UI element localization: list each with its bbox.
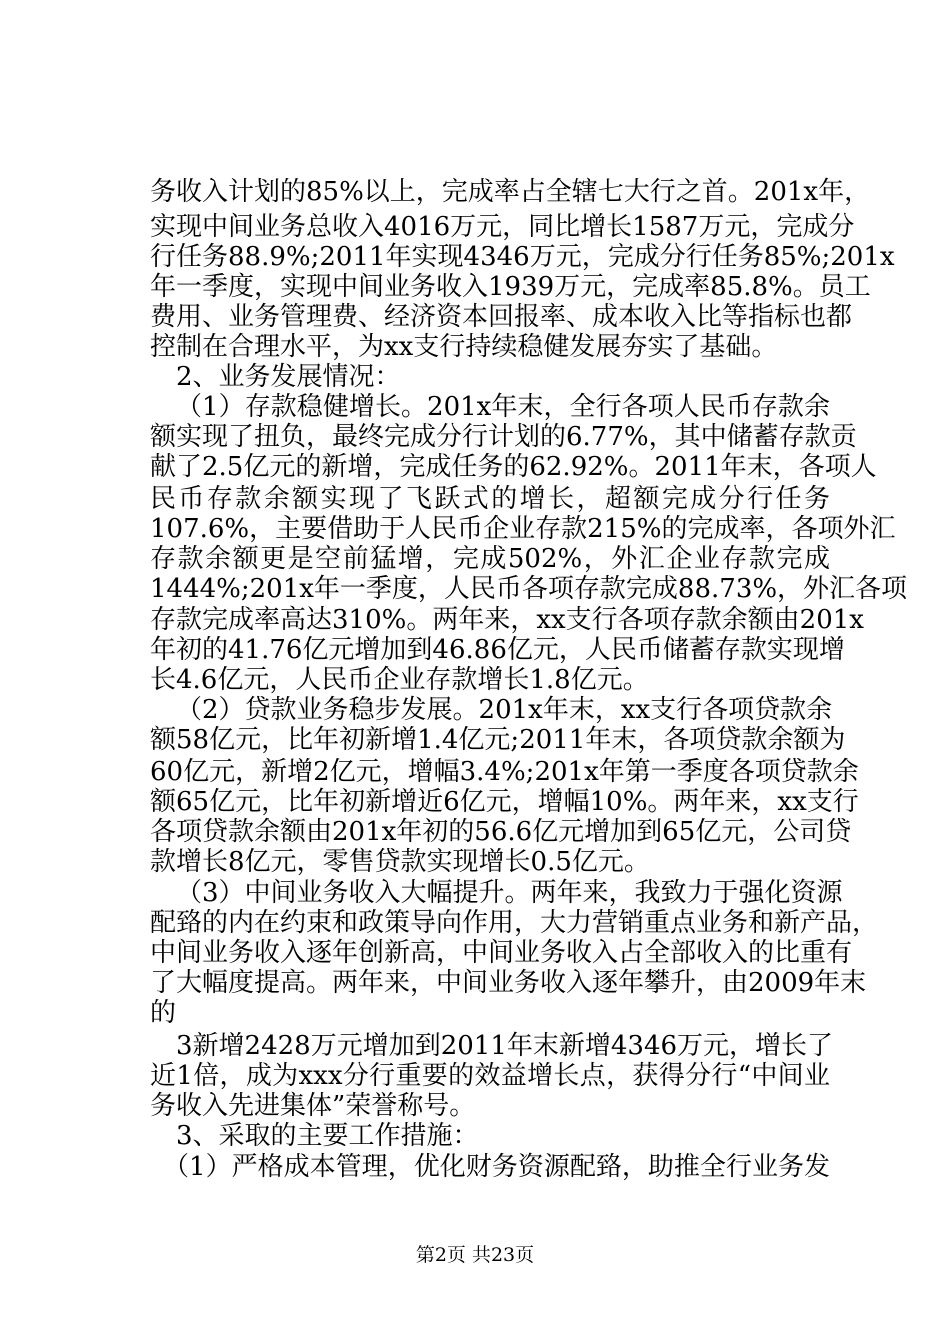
text-line: 长4.6亿元，人民币企业存款增长1.8亿元。 [150, 665, 649, 695]
text-line: （1）严格成本管理，优化财务资源配臵，助推全行业务发 [163, 1152, 830, 1182]
text-line: 实现中间业务总收入4016万元，同比增长1587万元，完成分 [150, 212, 855, 242]
text-line: 年一季度，实现中间业务收入1939万元，完成率85.8%。员工 [150, 272, 871, 302]
text-line: 各项贷款余额由201x年初的56.6亿元增加到65亿元，公司贷 [150, 817, 852, 847]
text-line: （3）中间业务收入大幅提升。两年来，我致力于强化资源 [176, 878, 843, 908]
text-line: 存款完成率高达310%。两年来，xx支行各项存款余额由201x [150, 605, 864, 635]
text-line: 费用、业务管理费、经济资本回报率、成本收入比等指标也都 [150, 302, 853, 332]
text-line: 控制在合理水平，为xx支行持续稳健发展夯实了基础。 [150, 332, 778, 362]
text-line: 民币存款余额实现了飞跃式的增长，超额完成分行任务 [150, 484, 830, 514]
text-line: 额58亿元，比年初新增1.4亿元;2011年末，各项贷款余额为 [150, 725, 846, 755]
text-line: 务收入先进集体”荣誉称号。 [150, 1091, 476, 1121]
text-line: 年初的41.76亿元增加到46.86亿元，人民币储蓄存款实现增 [150, 635, 845, 665]
text-line: 务收入计划的85%以上，完成率占全辖七大行之首。201x年， [150, 177, 871, 207]
section-heading: 3、采取的主要工作措施： [176, 1121, 479, 1151]
text-line: （1）存款稳健增长。201x年末，全行各项人民币存款余 [176, 392, 830, 422]
text-line: 行任务88.9%;2011年实现4346万元，完成分行任务85%;201x [150, 242, 895, 272]
text-line: 款增长8亿元，零售贷款实现增长0.5亿元。 [150, 847, 650, 877]
text-line: 额实现了扭负，最终完成分行计划的6.77%，其中储蓄存款贡 [150, 422, 857, 452]
text-line: 中间业务收入逐年创新高，中间业务收入占全部收入的比重有 [150, 938, 853, 968]
text-line: 的 [150, 998, 177, 1028]
text-line: 献了2.5亿元的新增，完成任务的62.92%。2011年末，各项人 [150, 452, 877, 482]
text-line: 了大幅度提高。两年来，中间业务收入逐年攀升，由2009年末 [150, 968, 867, 998]
text-line: 配臵的内在约束和政策导向作用，大力营销重点业务和新产品， [150, 908, 879, 938]
text-line: 107.6%，主要借助于人民币企业存款215%的完成率，各项外汇 [150, 514, 896, 544]
page-footer: 第2页 共23页 [415, 1244, 535, 1266]
text-line: 近1倍，成为xxx分行重要的效益增长点，获得分行“中间业 [150, 1061, 830, 1091]
text-line: 60亿元，新增2亿元，增幅3.4%;201x年第一季度各项贷款余 [150, 757, 859, 787]
text-line: 1444%;201x年一季度，人民币各项存款完成88.73%，外汇各项 [150, 574, 908, 604]
text-line: 存款余额更是空前猛增，完成502%，外汇企业存款完成 [150, 544, 830, 574]
section-heading: 2、业务发展情况： [176, 362, 401, 392]
text-line: （2）贷款业务稳步发展。201x年末，xx支行各项贷款余 [176, 695, 833, 725]
text-line: 3新增2428万元增加到2011年末新增4346万元，增长了 [176, 1031, 834, 1061]
text-line: 额65亿元，比年初新增近6亿元，增幅10%。两年来，xx支行 [150, 787, 859, 817]
